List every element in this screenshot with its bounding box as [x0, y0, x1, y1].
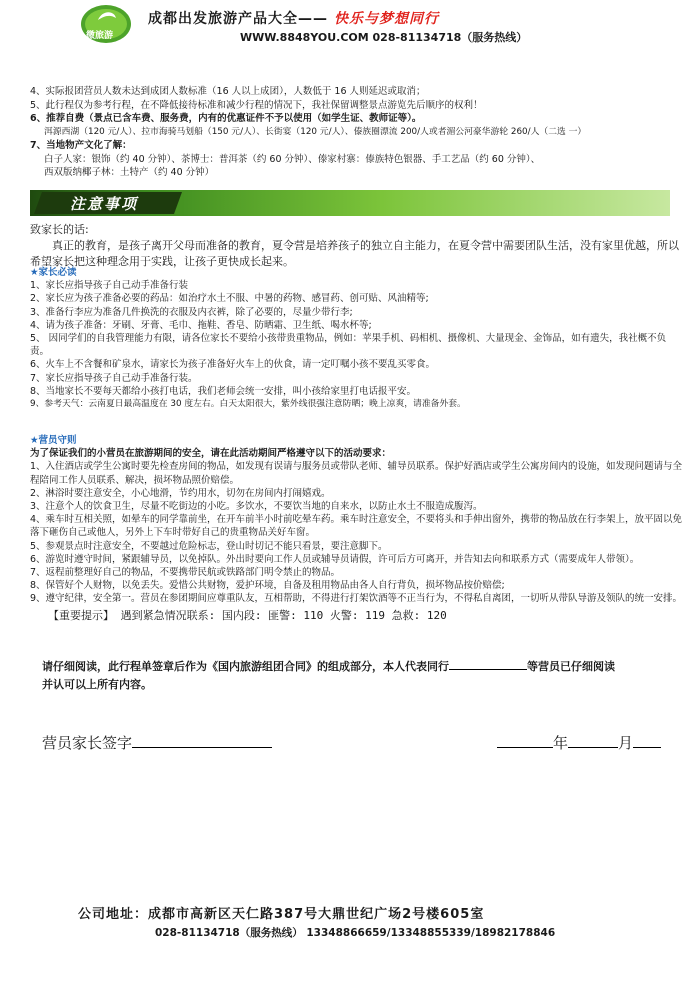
confirmation-line-1-b: 等营员已仔细阅读 [527, 660, 615, 673]
letter-greeting: 致家长的话: [30, 223, 89, 236]
banner-title: 注意事项 [70, 195, 139, 213]
list-item: 2、家长应为孩子准备必要的药品：如治疗水土不服、中暑的药物、感冒药、创可贴、风油精等; [30, 293, 429, 305]
header-title-text: 成都出发旅游产品大全—— [148, 11, 328, 27]
confirmation-line-1-a: 请仔细阅读，此行程单签章后作为《国内旅游组团合同》的组成部分，本人代表同行 [42, 660, 449, 673]
notice-banner [30, 190, 670, 216]
note-line: 7、当地物产文化了解： [30, 140, 132, 151]
year-blank[interactable] [497, 733, 553, 748]
parent-section [30, 266, 685, 411]
list-item: 6、游览时遵守时间，紧跟辅导员，以免掉队。外出时要向工作人员或辅导员请假，许可后方可离开，并告知去向和联系方式（需要成年人带领）。 [30, 553, 640, 565]
day-blank[interactable] [633, 733, 661, 748]
note-line: 白子人家：银饰（约 40 分钟）、茶博士：普洱茶（约 60 分钟）、傣家村寨：傣族特色银器、手工艺品（约 60 分钟）、 [44, 153, 541, 165]
confirmation-text [42, 658, 692, 694]
camper-section [30, 434, 685, 622]
camper-intro: 为了保证我们的小营员在旅游期间的安全，请在此活动期间严格遵守以下的活动要求： [30, 448, 392, 460]
parent-heading: ★家长必读 [30, 267, 77, 278]
note-line: 4、实际报团营员人数未达到成团人数标准（16 人以上成团），人数低于 16 人则延迟或取消； [30, 86, 426, 97]
month-label: 月 [618, 734, 634, 752]
list-item: 7、返程前整理好自己的物品，不要携带民航或铁路部门明令禁止的物品。 [30, 567, 341, 579]
confirmation-line-2: 并认可以上所有内容。 [42, 678, 152, 691]
list-item: 9、参考天气：云南夏日最高温度在 30 度左右。白天太阳很大，紫外线很强注意防晒；晚上凉爽，请准备外套。 [30, 399, 466, 410]
signature-label: 营员家长签字 [42, 734, 133, 752]
signature-blank[interactable] [132, 733, 272, 748]
logo-text: 微旅游 [86, 31, 114, 41]
note-line: 洱源西湖（120 元/人）、拉市海骑马划船（150 元/人）、长街宴（120 元/人）、傣族圈漂流 200/人或者湄公河豪华游轮 260/人（二选 一） [44, 126, 587, 137]
year-label: 年 [553, 734, 569, 752]
notes-list [30, 85, 690, 180]
header-contact: WWW.8848YOU.COM 028-81134718（服务热线） [240, 31, 528, 44]
note-line: 5、此行程仅为参考行程，在不降低接待标准和减少行程的情况下，我社保留调整景点游览先后顺序的权利！ [30, 99, 483, 111]
list-item: 8、当地家长不要每天都给小孩打电话，我们老师会统一安排，叫小孩给家里打电话报平安。 [30, 385, 417, 397]
list-item: 1、家长应指导孩子自己动手准备行装 [30, 280, 189, 292]
list-item: 6、火车上不含餐和矿泉水，请家长为孩子准备好火车上的伙食，请一定叮嘱小孩不要乱买零食。 [30, 359, 436, 371]
list-item: 1、入住酒店或学生公寓时要先检查房间的物品，如发现有误请与服务员或带队老师、辅导员联系。保护好酒店或学生公寓房间内的设施，如发现问题请与全程陪同工作人员联系、解决，损坏物品照价赔偿。 [30, 461, 683, 486]
camper-heading: ★营员守则 [30, 435, 77, 446]
confirmation-line-1 [42, 658, 692, 676]
footer-phones: 028-81134718（服务热线） 13348866659/13348855339/18982178846 [155, 927, 556, 939]
list-item: 8、保管好个人财物，以免丢失。爱惜公共财物，爱护环境，自备及租用物品由各人自行背负，损坏物品按价赔偿; [30, 580, 505, 592]
list-item: 5、 因同学们的自我管理能力有限，请各位家长不要给小孩带贵重物品，例如：苹果手机、码相机、摄像机、大量现金、金饰品，如有遗失，我社概不负责。 [30, 333, 667, 358]
note-line: 6、推荐自费（景点已含车费、服务费，内有的优惠证件不予以使用（如学生证、教师证等）。 [30, 113, 422, 124]
note-line: 西双版纳椰子林：土特产（约 40 分钟） [44, 167, 215, 178]
header-slogan: 快乐与梦想同行 [334, 11, 439, 27]
footer-address: 公司地址：成都市高新区天仁路387号大鼎世纪广场2号楼605室 [78, 907, 485, 922]
month-blank[interactable] [568, 733, 618, 748]
letter-section [30, 222, 685, 270]
list-item: 9、遵守纪律，安全第一。营员在参团期间应尊重队友，互相帮助，不得进行打架饮酒等不正当行为，不得私自离团，一切听从带队导游及领队的统一安排。 [30, 593, 683, 605]
list-item: 4、请为孩子准备：牙刷、牙膏、毛巾、拖鞋、香皂、防晒霜、卫生纸、喝水杯等; [30, 319, 372, 331]
list-item: 7、家长应指导孩子自己动手准备行装。 [30, 372, 198, 384]
list-item: 5、参观景点时注意安全，不要越过危险标志，登山时切记不能只看景，要注意脚下。 [30, 540, 388, 552]
page-header [0, 0, 700, 48]
date-row [497, 732, 661, 753]
list-item: 3、注意个人的饮食卫生，尽量不吃街边的小吃。多饮水，不要饮当地的自来水，以防止水土不服造成腹泻。 [30, 501, 483, 513]
emergency-notice: 【重要提示】 遇到紧急情况联系: 国内段: 匪警: 110 火警: 119 急救: 120 [48, 608, 447, 622]
list-item: 2、淋浴时要注意安全，小心地滑，节约用水，切勿在房间内打闹嬉戏。 [30, 487, 331, 499]
list-item: 3、准备行李应为准备几件换洗的衣服及内衣裤，除了必要的，尽量少带行李; [30, 306, 353, 318]
agency-blank[interactable] [449, 658, 527, 670]
letter-body: 真正的教育，是孩子离开父母而准备的教育，夏令营是培养孩子的独立自主能力，在夏令营中需要团队生活，没有家里优越，所以希望家长把这种理念用于实践，让孩子更快成长起来。 [30, 239, 679, 268]
list-item: 4、乘车时互相关照，如晕车的同学靠前坐，在开车前半小时前吃晕车药。乘车时注意安全，不要将头和手伸出窗外，携带的物品放在行李架上，放平固以免落下砸伤自己或他人，另外上下车时带好自己的贵重物品关好车窗。 [30, 514, 683, 539]
header-title [148, 8, 439, 28]
